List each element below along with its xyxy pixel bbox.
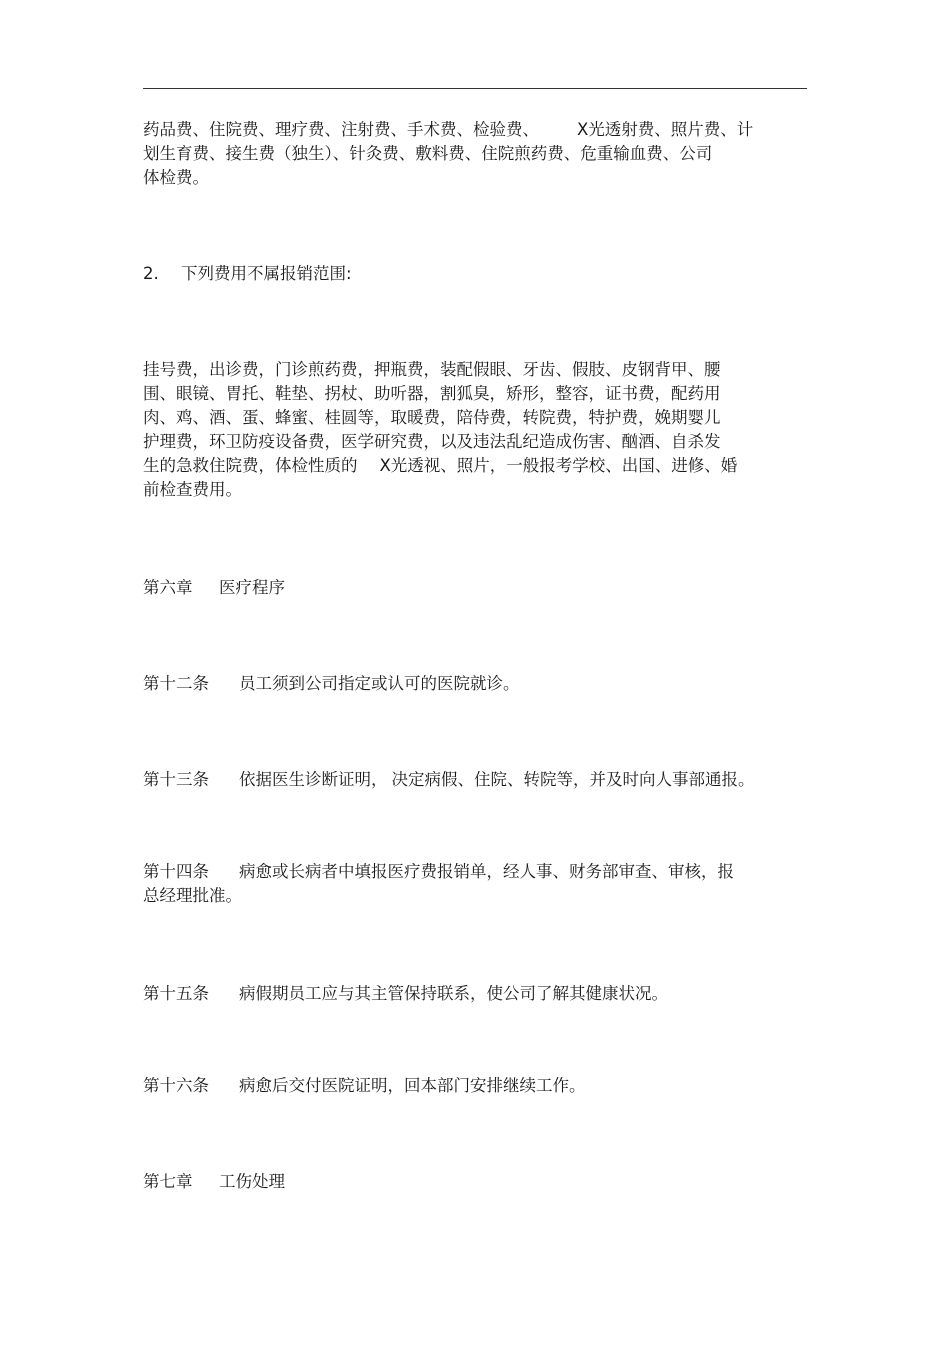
list-item-2 [143,262,803,286]
article-16 [143,1074,803,1098]
paragraph-line [143,118,803,142]
article-text: 病愈后交付医院证明，回本部门安排继续工作。 [239,1076,586,1095]
non-reimbursable-items-paragraph [143,358,803,502]
paragraph-line: 护理费，环卫防疫设备费，医学研究费，以及违法乱纪造成伤害、酗酒、自杀发 [143,432,721,451]
header-rule [143,88,807,89]
article-text: 总经理批准。 [143,886,242,905]
paragraph-line: 前检查费用。 [143,480,242,499]
article-14 [143,860,803,908]
article-text: 病假期员工应与其主管保持联系，使公司了解其健康状况。 [239,984,668,1003]
chapter-title: 工伤处理 [219,1172,285,1191]
paragraph-line [143,454,803,478]
paragraph-line: 肉、鸡、酒、蛋、蜂蜜、桂圆等，取暖费，陪侍费，转院费，特护费，娩期婴儿 [143,408,721,427]
article-label: 第十五条 [143,984,209,1003]
article-text: 员工须到公司指定或认可的医院就诊。 [239,674,520,693]
paragraph-line: 围、眼镜、胃托、鞋垫、拐杖、助听器，割狐臭，矫形，整容，证书费，配药用 [143,384,721,403]
paragraph-text: 生的急救住院费，体检性质的 [143,456,358,475]
article-text: 决定病假、住院、转院等，并及时向人事部通报。 [391,770,755,789]
list-text: 下列费用不属报销范围: [181,264,352,283]
list-number: 2. [143,264,159,283]
article-label: 第十二条 [143,674,209,693]
chapter-label: 第六章 [143,578,193,597]
paragraph-text: 药品费、住院费、理疗费、注射费、手术费、检验费、 [143,120,539,139]
article-label: 第十六条 [143,1076,209,1095]
article-12 [143,672,803,696]
chapter-title: 医疗程序 [219,578,285,597]
article-text: 病愈或长病者中填报医疗费报销单，经人事、财务部审查、审核，报 [239,862,734,881]
paragraph-line: 挂号费，出诊费，门诊煎药费，押瓶费，装配假眼、牙齿、假肢、皮钢背甲、腰 [143,360,721,379]
article-text: 依据医生诊断证明， [239,770,388,789]
chapter-6-heading [143,576,803,600]
article-label: 第十四条 [143,862,209,881]
paragraph-line: 划生育费、接生费（独生）、针灸费、敷料费、住院煎药费、危重输血费、公司 [143,144,713,163]
paragraph-line: 体检费。 [143,168,209,187]
paragraph-text: X光透视、照片，一般报考学校、出国、进修、婚 [379,456,738,475]
reimbursable-items-paragraph [143,118,803,190]
article-13 [143,768,803,792]
article-15 [143,982,803,1006]
article-label: 第十三条 [143,770,209,789]
chapter-7-heading [143,1170,803,1194]
paragraph-text: X光透射费、照片费、计 [577,120,754,139]
chapter-label: 第七章 [143,1172,193,1191]
